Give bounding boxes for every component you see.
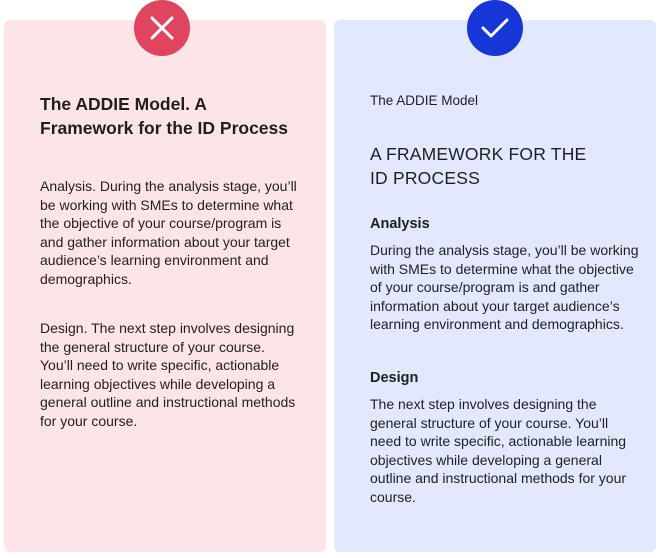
good-example-paragraph-design: The next step involves designing the general structure of your course. You’ll need to write specific, actionable learning objectives while developing a general outline and instructional methods for your course. [370, 396, 627, 505]
good-example-heading-analysis: Analysis [370, 216, 430, 232]
good-example-paragraph-analysis: During the analysis stage, you’ll be working with SMEs to determine what the objective of your course/program is and gather information about your target audience’s learning environment and demographics. [370, 242, 639, 332]
bad-example-title: The ADDIE Model. A Framework for the ID Process [40, 94, 288, 138]
x-mark-icon [134, 0, 190, 56]
good-example-subtitle: The ADDIE Model [370, 93, 479, 108]
good-example-heading-design: Design [370, 370, 419, 386]
checkmark-icon [467, 0, 523, 56]
good-example-title: A FRAMEWORK FOR THE ID PROCESS [370, 144, 587, 188]
bad-example-paragraph-design: Design. The next step involves designing the general structure of your course. You’ll need to write specific, actionable learning objectives while developing a general outline and instructional methods for your course. [40, 320, 296, 429]
bad-example-paragraph-analysis: Analysis. During the analysis stage, you’ll be working with SMEs to determine what the objective of your course/program is and gather information about your target audience’s learning environment and demographics. [40, 178, 297, 287]
